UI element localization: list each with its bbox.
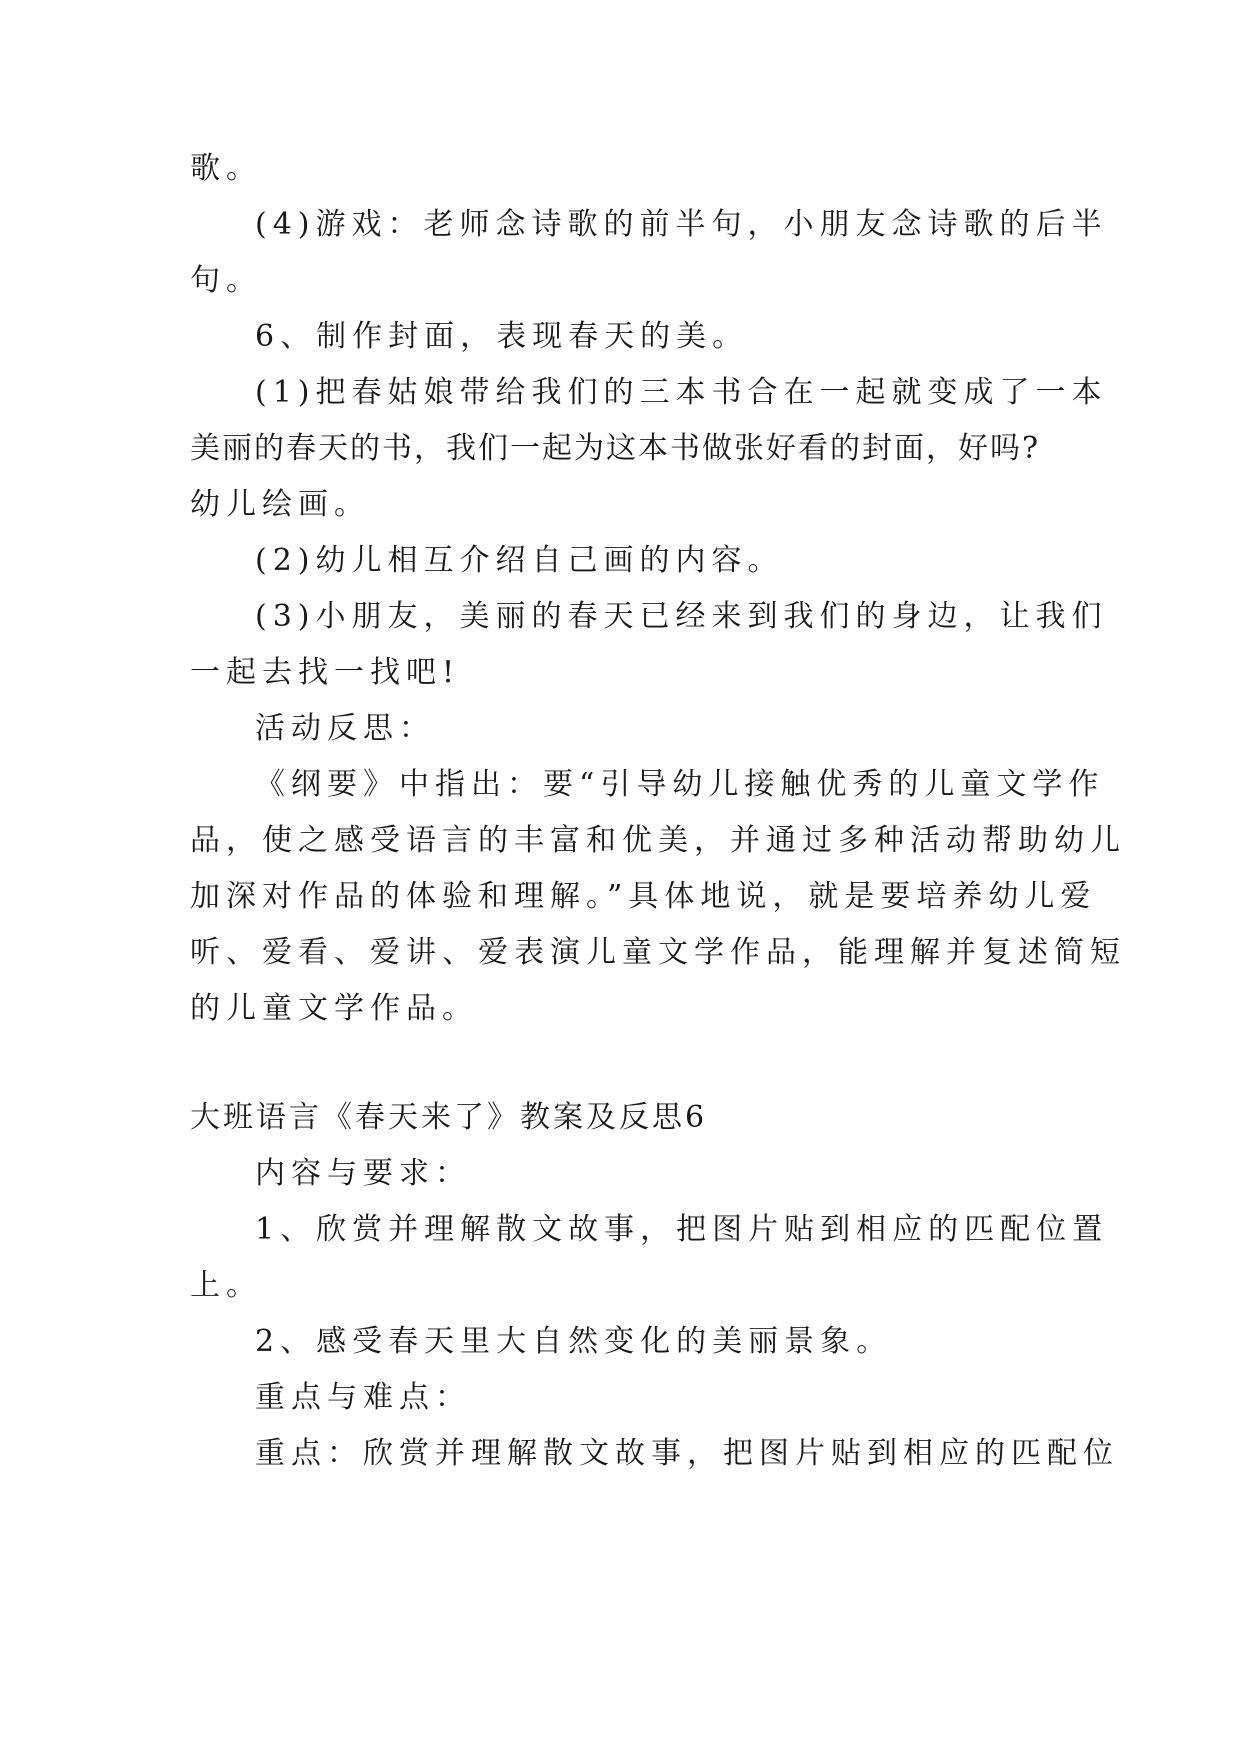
document-title: 大班语言《春天来了》教案及反思6 [190, 1100, 708, 1135]
text-line: 幼儿绘画。 [190, 487, 370, 522]
text-line: 上。 [190, 1268, 262, 1303]
text-line: (3)小朋友，美丽的春天已经来到我们的身边，让我们 [255, 599, 1108, 634]
text-line: 的儿童文学作品。 [190, 991, 478, 1026]
text-line: (2)幼儿相互介绍自己画的内容。 [255, 543, 784, 578]
text-line: 重点：欣赏并理解散文故事，把图片贴到相应的匹配位 [255, 1436, 1119, 1471]
text-line: 2、感受春天里大自然变化的美丽景象。 [255, 1324, 893, 1359]
text-line: 美丽的春天的书，我们一起为这本书做张好看的封面，好吗? [190, 431, 1041, 466]
text-line: 品，使之感受语言的丰富和优美，并通过多种活动帮助幼儿 [190, 823, 1126, 858]
text-line: 句。 [190, 263, 262, 298]
text-line: 一起去找一找吧! [190, 655, 461, 690]
text-line: 加深对作品的体验和理解。”具体地说，就是要培养幼儿爱 [190, 879, 1097, 914]
section-heading: 重点与难点： [255, 1380, 471, 1415]
text-line: 听、爱看、爱讲、爱表演儿童文学作品，能理解并复述简短 [190, 935, 1126, 970]
section-heading: 活动反思： [255, 711, 435, 746]
text-line: 《纲要》中指出：要“引导幼儿接触优秀的儿童文学作 [255, 767, 1105, 802]
text-line: (4)游戏：老师念诗歌的前半句，小朋友念诗歌的后半 [255, 207, 1108, 242]
text-line: 歌。 [190, 151, 262, 186]
section-heading: 内容与要求： [255, 1156, 471, 1191]
text-line: 6、制作封面，表现春天的美。 [255, 319, 749, 354]
text-line: (1)把春姑娘带给我们的三本书合在一起就变成了一本 [255, 375, 1108, 410]
text-line: 1、欣赏并理解散文故事，把图片贴到相应的匹配位置 [255, 1212, 1109, 1247]
